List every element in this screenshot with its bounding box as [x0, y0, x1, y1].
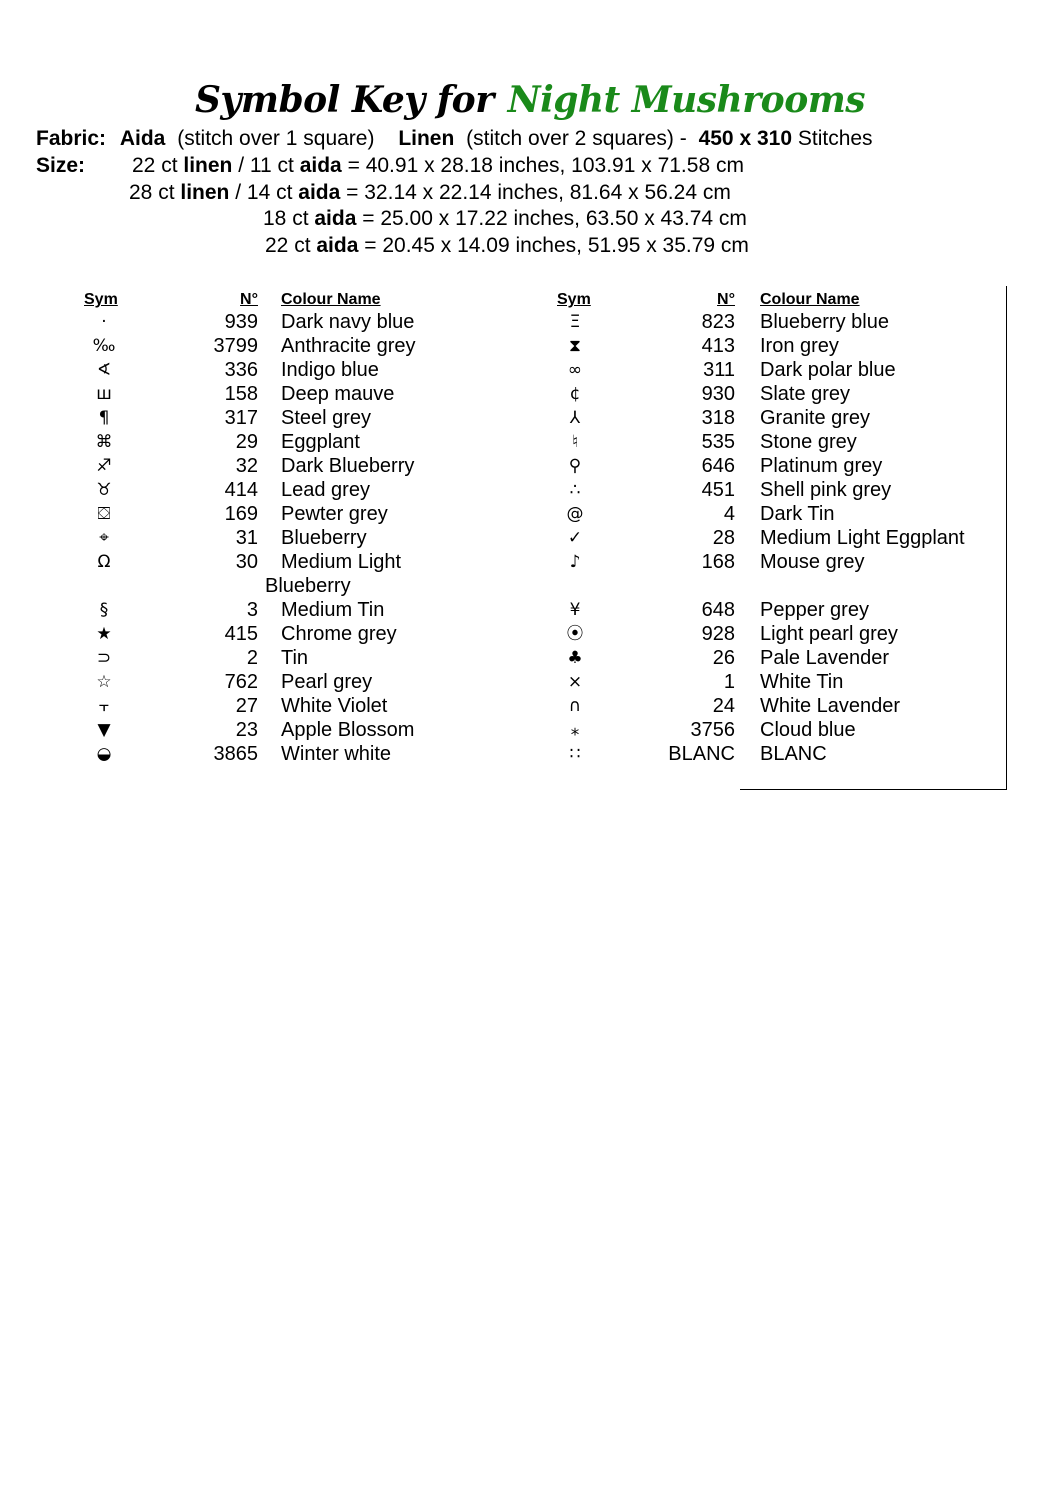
symbol-icon: ⛋	[97, 504, 111, 524]
symbol-icon: ∩	[568, 696, 582, 716]
colour-name: Lead grey	[281, 479, 370, 501]
table-right-border	[1006, 286, 1007, 790]
symbol-icon: §	[99, 600, 109, 620]
colour-name: Pearl grey	[281, 671, 373, 693]
fabric-aida-note: (stitch over 1 square)	[177, 127, 375, 150]
header-sym-right: Sym	[557, 291, 591, 308]
symbol-icon: ¢	[569, 384, 581, 404]
colour-name: Medium Light	[281, 551, 402, 573]
size-count-alt: / 11 ct	[238, 154, 294, 177]
floss-number: 648	[701, 599, 735, 621]
colour-name: Granite grey	[760, 407, 871, 429]
symbol-icon: ш	[96, 384, 112, 404]
floss-number: 451	[701, 479, 735, 501]
colour-name: Blueberry blue	[760, 311, 889, 333]
colour-name: Medium Tin	[281, 599, 385, 621]
size-fabric-alt: aida	[298, 181, 341, 204]
size-count: 22 ct	[132, 154, 178, 177]
floss-number: 1	[723, 671, 735, 693]
size-line-3	[263, 206, 747, 232]
size-label: Size:	[36, 154, 86, 177]
symbol-icon: ♣	[567, 648, 583, 668]
size-count: 28 ct	[129, 181, 175, 204]
symbol-icon: ☆	[96, 672, 112, 692]
symbol-icon: ⦿	[566, 624, 584, 644]
colour-name: White Lavender	[760, 695, 901, 717]
size-line-1	[132, 153, 744, 179]
symbol-icon: ♪	[569, 552, 581, 572]
size-line-4	[265, 233, 749, 259]
floss-number: 24	[712, 695, 735, 717]
colour-name: Light pearl grey	[760, 623, 898, 645]
symbol-icon: ∴	[569, 480, 581, 500]
size-dimensions: = 25.00 x 17.22 inches, 63.50 x 43.74 cm	[362, 207, 747, 230]
colour-name: Winter white	[281, 743, 392, 765]
title-pattern-name: Night Mushrooms	[507, 79, 866, 121]
floss-number: 4	[723, 503, 735, 525]
table-bottom-border	[740, 789, 1007, 790]
size-count-alt: / 14 ct	[235, 181, 293, 204]
size-fabric: aida	[316, 234, 359, 257]
fabric-aida: Aida	[119, 127, 166, 150]
colour-name: Medium Light Eggplant	[760, 527, 965, 549]
colour-name: Shell pink grey	[760, 479, 892, 501]
size-count: 22 ct	[265, 234, 311, 257]
floss-number: 413	[701, 335, 735, 357]
floss-number: 23	[235, 719, 258, 741]
size-dimensions: = 20.45 x 14.09 inches, 51.95 x 35.79 cm	[364, 234, 749, 257]
floss-number: 3756	[690, 719, 735, 741]
size-dimensions: = 32.14 x 22.14 inches, 81.64 x 56.24 cm	[346, 181, 731, 204]
symbol-icon: ⁎	[570, 720, 580, 740]
symbol-icon: ‰	[92, 336, 116, 356]
symbol-icon: ·	[101, 312, 107, 332]
colour-name: Dark navy blue	[281, 311, 415, 333]
colour-name: BLANC	[760, 743, 827, 765]
symbol-icon: ▼	[97, 720, 111, 740]
symbol-icon: ¶	[98, 408, 110, 428]
colour-name: Pepper grey	[760, 599, 869, 621]
floss-number: 30	[235, 551, 258, 573]
floss-number: 169	[224, 503, 258, 525]
colour-name: Eggplant	[281, 431, 360, 453]
colour-name: Indigo blue	[281, 359, 379, 381]
symbol-icon: ⚲	[568, 456, 582, 476]
floss-number: 336	[224, 359, 258, 381]
colour-name: Slate grey	[760, 383, 851, 405]
symbol-icon: ⨯	[567, 672, 583, 692]
colour-name: Deep mauve	[281, 383, 395, 405]
symbol-icon: ♐	[96, 456, 112, 476]
floss-number: 32	[235, 455, 258, 477]
colour-name-continued: Blueberry	[265, 575, 351, 597]
floss-number: 318	[701, 407, 735, 429]
colour-name: Mouse grey	[760, 551, 865, 573]
header-name-left: Colour Name	[281, 291, 381, 308]
colour-name: Apple Blossom	[281, 719, 415, 741]
symbol-icon: ⌘	[95, 432, 113, 452]
symbol-icon: ★	[96, 624, 112, 644]
floss-number: 31	[235, 527, 258, 549]
fabric-line	[36, 126, 873, 152]
size-fabric: aida	[314, 207, 357, 230]
floss-number: 414	[224, 479, 258, 501]
floss-number: 762	[224, 671, 258, 693]
colour-name: Blueberry	[281, 527, 367, 549]
size-fabric: linen	[180, 181, 230, 204]
size-fabric: linen	[183, 154, 233, 177]
colour-name: Platinum grey	[760, 455, 883, 477]
floss-number: 3799	[213, 335, 258, 357]
symbol-icon: ∞	[567, 360, 583, 380]
colour-name: Stone grey	[760, 431, 857, 453]
colour-name: Dark Blueberry	[281, 455, 415, 477]
floss-number: 27	[235, 695, 258, 717]
symbol-icon: ⫟	[98, 696, 110, 716]
size-dimensions: = 40.91 x 28.18 inches, 103.91 x 71.58 cm	[347, 154, 744, 177]
symbol-icon: ✓	[567, 528, 583, 548]
symbol-icon: ◒	[96, 744, 112, 764]
title-prefix: Symbol Key for	[194, 79, 494, 121]
symbol-icon: ⧗	[569, 336, 581, 356]
colour-name: Steel grey	[281, 407, 372, 429]
colour-name: Iron grey	[760, 335, 839, 357]
floss-number: 2	[246, 647, 258, 669]
header-name-right: Colour Name	[760, 291, 860, 308]
colour-name: Pale Lavender	[760, 647, 889, 669]
floss-number: 3865	[213, 743, 258, 765]
colour-name: Dark polar blue	[760, 359, 896, 381]
floss-number: 415	[224, 623, 258, 645]
floss-number: 930	[701, 383, 735, 405]
symbol-icon: ♮	[571, 432, 579, 452]
symbol-icon: ⅄	[569, 408, 581, 428]
size-fabric-alt: aida	[299, 154, 342, 177]
colour-name: Chrome grey	[281, 623, 397, 645]
header-num-left: N°	[240, 291, 258, 308]
colour-name: Pewter grey	[281, 503, 388, 525]
floss-number: 535	[701, 431, 735, 453]
floss-number: 317	[224, 407, 258, 429]
floss-number: 168	[701, 551, 735, 573]
size-count: 18 ct	[263, 207, 309, 230]
symbol-icon: ⊃	[96, 648, 112, 668]
floss-number: 823	[701, 311, 735, 333]
floss-number: 28	[712, 527, 735, 549]
size-line-2	[129, 180, 731, 206]
fabric-linen: Linen	[398, 127, 455, 150]
floss-number: BLANC	[668, 743, 735, 765]
header-sym-left: Sym	[84, 291, 118, 308]
floss-number: 29	[235, 431, 258, 453]
fabric-linen-note: (stitch over 2 squares) -	[466, 127, 687, 150]
symbol-icon: Ω	[97, 552, 111, 572]
colour-name: White Tin	[760, 671, 844, 693]
colour-name: Dark Tin	[760, 503, 835, 525]
symbol-icon: @	[566, 504, 584, 524]
floss-number: 26	[712, 647, 735, 669]
symbol-icon: ⌖	[99, 528, 109, 548]
header-num-right: N°	[717, 291, 735, 308]
stitch-word: Stitches	[797, 127, 873, 150]
symbol-icon: ∢	[96, 360, 112, 380]
colour-name: Cloud blue	[760, 719, 856, 741]
symbol-icon: ♉	[96, 480, 112, 500]
colour-name: Tin	[281, 647, 309, 669]
symbol-icon: ¥	[569, 600, 581, 620]
symbol-icon: ∷	[569, 744, 581, 764]
floss-number: 311	[703, 359, 735, 381]
page-title	[0, 78, 1060, 122]
floss-number: 158	[224, 383, 258, 405]
colour-name: Anthracite grey	[281, 335, 416, 357]
colour-name: White Violet	[281, 695, 388, 717]
stitch-count: 450 x 310	[698, 127, 793, 150]
floss-number: 3	[246, 599, 258, 621]
floss-number: 646	[701, 455, 735, 477]
floss-number: 939	[224, 311, 258, 333]
fabric-label: Fabric:	[36, 127, 107, 150]
symbol-icon: Ξ	[569, 312, 581, 332]
floss-number: 928	[701, 623, 735, 645]
